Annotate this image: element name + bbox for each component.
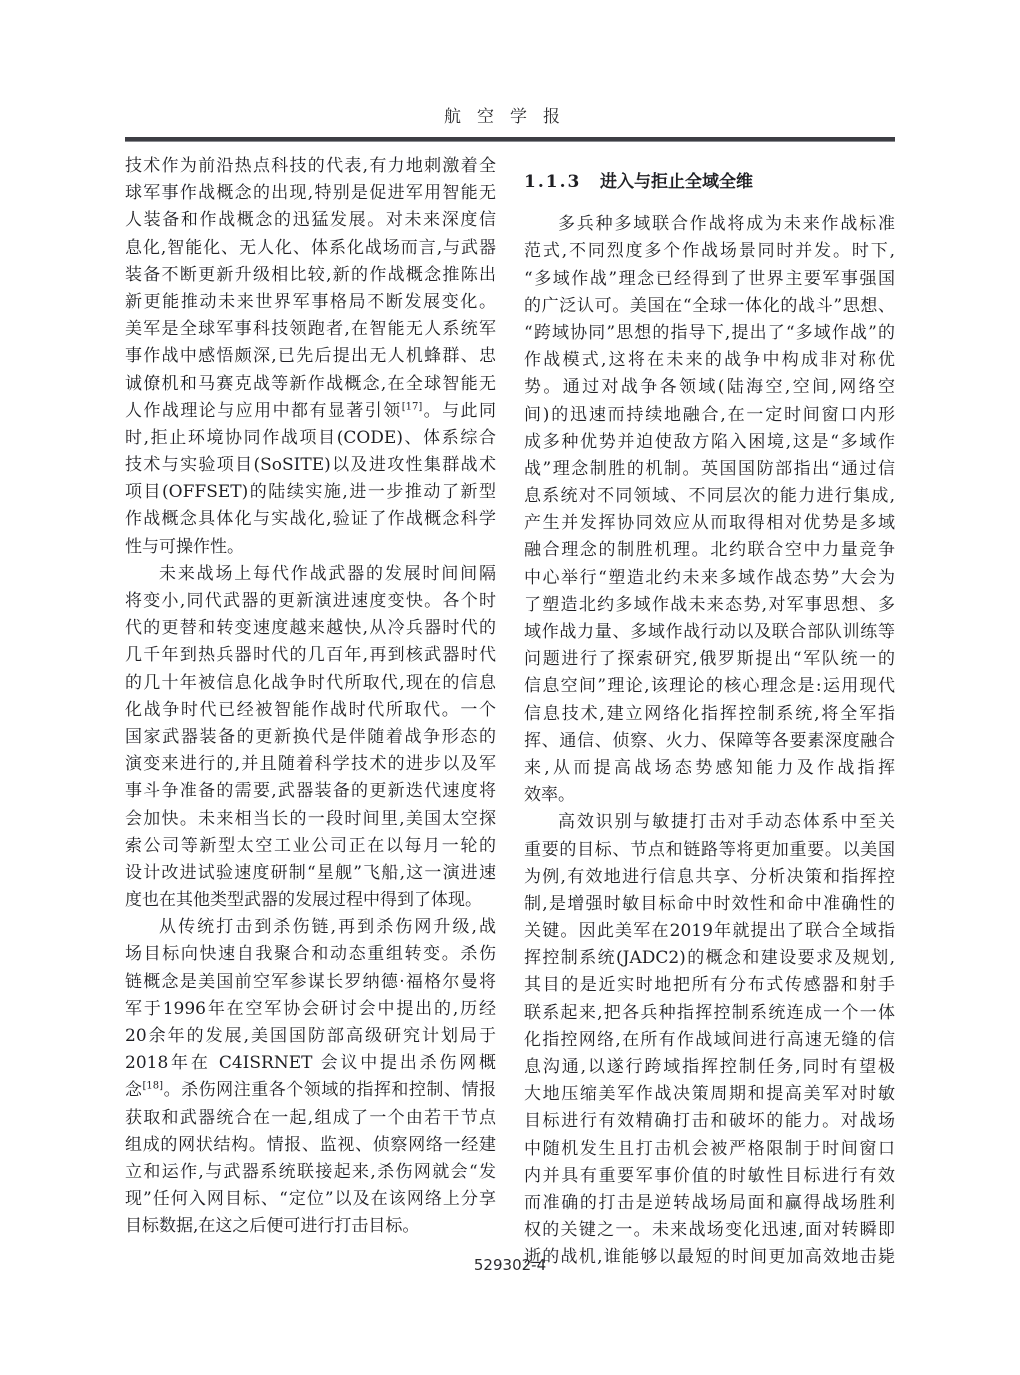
text-line: 范式,不同烈度多个作战场景同时并发。时下, (524, 241, 895, 262)
text-line: 事斗争准备的需要,武器装备的更新迭代速度将 (125, 781, 496, 802)
text-line: 会加快。未来相当长的一段时间里,美国太空探 (125, 808, 496, 829)
text-line: 军于1996年在空军协会研讨会中提出的,历经 (125, 998, 496, 1019)
text-line: 融合理念的制胜机理。北约联合空中力量竞争 (524, 540, 895, 561)
section-number: 1.1.3 (524, 172, 582, 192)
text-line: 将变小,同代武器的更新演进速度变快。各个时 (125, 591, 496, 611)
text-line: 念[18]。杀伤网注重各个领域的指挥和控制、情报 (125, 1080, 496, 1101)
header-rule (125, 137, 895, 142)
text-line: 几千年到热兵器时代的几百年,再到核武器时代 (125, 645, 496, 666)
text-line: “多域作战”理念已经得到了世界主要军事强国 (524, 268, 895, 289)
text-line: 立和运作,与武器系统联接起来,杀伤网就会“发 (125, 1161, 496, 1182)
text-line: 多兵种多域联合作战将成为未来作战标准 (558, 214, 895, 235)
text-line: 获取和武器统合在一起,组成了一个由若干节点 (125, 1107, 496, 1128)
text-line: 作战概念具体化与实战化,验证了作战概念科学 (125, 509, 496, 530)
text-line: 化战争时代已经被智能作战时代所取代。一个 (125, 699, 496, 720)
text-line: 效率。 (524, 785, 575, 806)
text-line: 高效识别与敏捷打击对手动态体系中至关 (558, 812, 895, 833)
text-line: 域作战力量、多域作战行动以及联合部队训练等 (524, 622, 895, 643)
section-title: 进入与拒止全域全维 (600, 172, 754, 192)
text-line: 目标数据,在这之后便可进行打击目标。 (125, 1216, 420, 1237)
text-line: 内并具有重要军事价值的时敏性目标进行有效 (524, 1165, 895, 1186)
text-line: 中随机发生且打击机会被严格限制于时间窗口 (524, 1138, 895, 1159)
text-line: 间)的迅速而持续地融合,在一定时间窗口内形 (524, 404, 895, 425)
text-line: 的几十年被信息化战争时代所取代,现在的信息 (125, 672, 496, 693)
text-line: 重要的目标、节点和链路等将更加重要。以美国 (524, 839, 895, 860)
text-line: 作战模式,这将在未来的战争中构成非对称优 (524, 350, 895, 371)
text-line: 信息技术,建立网络化指挥控制系统,将全军指 (524, 703, 895, 724)
text-line: 事作战中感悟颇深,已先后提出无人机蜂群、忠 (125, 346, 496, 367)
text-line: 联系起来,把各兵种指挥控制系统连成一个一体 (524, 1002, 895, 1023)
text-line: 挥、通信、侦察、火力、保障等各要素深度融合 (524, 730, 895, 751)
text-line: 现”任何入网目标、“定位”以及在该网络上分享 (125, 1189, 496, 1210)
text-line: 逝的战机,谁能够以最短的时间更加高效地击毙 (524, 1247, 895, 1268)
text-line: 链概念是美国前空军参谋长罗纳德·福格尔曼将 (125, 971, 496, 992)
text-line: 装备不断更新升级相比较,新的作战概念推陈出 (125, 264, 496, 285)
text-line: 目标进行有效精确打击和破坏的能力。对战场 (524, 1111, 895, 1132)
text-line: 权的关键之一。未来战场变化迅速,面对转瞬即 (524, 1220, 895, 1241)
text-line: 组成的网状结构。情报、监视、侦察网络一经建 (125, 1134, 496, 1155)
citation-ref: [18] (142, 1080, 164, 1092)
text-line: 性与可操作性。 (125, 536, 244, 557)
text-line: 产生并发挥协同效应从而取得相对优势是多域 (524, 513, 895, 534)
text-line: 度也在其他类型武器的发展过程中得到了体现。 (125, 890, 482, 911)
text-line: 息沟通,以遂行跨域指挥控制任务,同时有望极 (524, 1057, 895, 1078)
text-line: 了塑造北约多域作战未来态势,对军事思想、多 (524, 594, 895, 615)
text-line: 诚僚机和马赛克战等新作战概念,在全球智能无 (125, 373, 496, 394)
text-line: 其目的是近实时地把所有分布式传感器和射手 (524, 975, 895, 996)
text-line: 人装备和作战概念的迅猛发展。对未来深度信 (125, 210, 496, 231)
text-line: 的广泛认可。美国在“全球一体化的战斗”思想、 (524, 295, 895, 316)
text-line: 为例,有效地进行信息共享、分析决策和指挥控 (524, 866, 895, 887)
citation-ref: [17] (401, 401, 423, 413)
text-line: 演变来进行的,并且随着科学技术的进步以及军 (125, 754, 496, 775)
text-line: 而准确的打击是逆转战场局面和赢得战场胜利 (524, 1192, 895, 1213)
text-line: 技术与实验项目(SoSITE)以及进攻性集群战术 (125, 455, 496, 476)
text-line: 时,拒止环境协同作战项目(CODE)、体系综合 (125, 427, 496, 448)
text-line: 国家武器装备的更新换代是伴随着战争形态的 (125, 726, 496, 747)
text-line: 索公司等新型太空工业公司正在以每月一轮的 (125, 835, 496, 856)
page-number: 529302-4 (473, 1256, 547, 1274)
text-line: 势。通过对战争各领域(陆海空,空间,网络空 (524, 377, 895, 398)
text-line: 关键。因此美军在2019年就提出了联合全域指 (524, 921, 895, 942)
text-line: 从传统打击到杀伤链,再到杀伤网升级,战 (159, 917, 496, 938)
section-heading (524, 169, 895, 196)
text-line: 信息空间”理论,该理论的核心理念是:运用现代 (524, 676, 895, 697)
text-line: 人作战理论与应用中都有显著引领[17]。与此同 (125, 400, 496, 421)
text-line: 新更能推动未来世界军事格局不断发展变化。 (125, 291, 496, 312)
text-line: 技术作为前沿热点科技的代表,有力地刺激着全 (125, 156, 496, 176)
column-left (125, 153, 496, 1241)
text-line: 项目(OFFSET)的陆续实施,进一步推动了新型 (125, 482, 496, 503)
text-line: 代的更替和转变速度越来越快,从冷兵器时代的 (125, 618, 496, 639)
text-line: 来,从而提高战场态势感知能力及作战指挥 (524, 757, 895, 778)
text-line: “跨域协同”思想的指导下,提出了“多域作战”的 (524, 322, 895, 343)
text-line: 化指控网络,在所有作战域间进行高速无缝的信 (524, 1029, 895, 1050)
text-line: 息化,智能化、无人化、体系化战场而言,与武器 (125, 237, 496, 258)
journal-title: 航空学报 (444, 107, 576, 127)
text-line: 挥控制系统(JADC2)的概念和建设要求及规划, (524, 948, 895, 969)
text-line: 成多种优势并迫使敌方陷入困境,这是“多域作 (524, 431, 895, 452)
text-line: 场目标向快速自我聚合和动态重组转变。杀伤 (125, 944, 496, 965)
text-line: 大地压缩美军作战决策周期和提高美军对时敏 (524, 1084, 895, 1105)
text-line: 中心举行“塑造北约未来多域作战态势”大会为 (524, 567, 895, 588)
text-line: 战”理念制胜的机制。英国国防部指出“通过信 (524, 458, 895, 479)
text-line: 问题进行了探索研究,俄罗斯提出“军队统一的 (524, 649, 895, 670)
text-line: 制,是增强时敏目标命中时效性和命中准确性的 (524, 893, 895, 914)
text-line: 球军事作战概念的出现,特别是促进军用智能无 (125, 183, 496, 204)
text-line: 2018年在 C4ISRNET 会议中提出杀伤网概 (125, 1053, 496, 1074)
text-line: 美军是全球军事科技领跑者,在智能无人系统军 (125, 319, 496, 340)
text-line: 未来战场上每代作战武器的发展时间间隔 (159, 563, 496, 584)
text-line: 息系统对不同领域、不同层次的能力进行集成, (524, 486, 895, 507)
column-right (524, 153, 895, 1272)
text-line: 设计改进试验速度研制“星舰”飞船,这一演进速 (125, 862, 496, 883)
text-line: 20余年的发展,美国国防部高级研究计划局于 (125, 1026, 496, 1046)
